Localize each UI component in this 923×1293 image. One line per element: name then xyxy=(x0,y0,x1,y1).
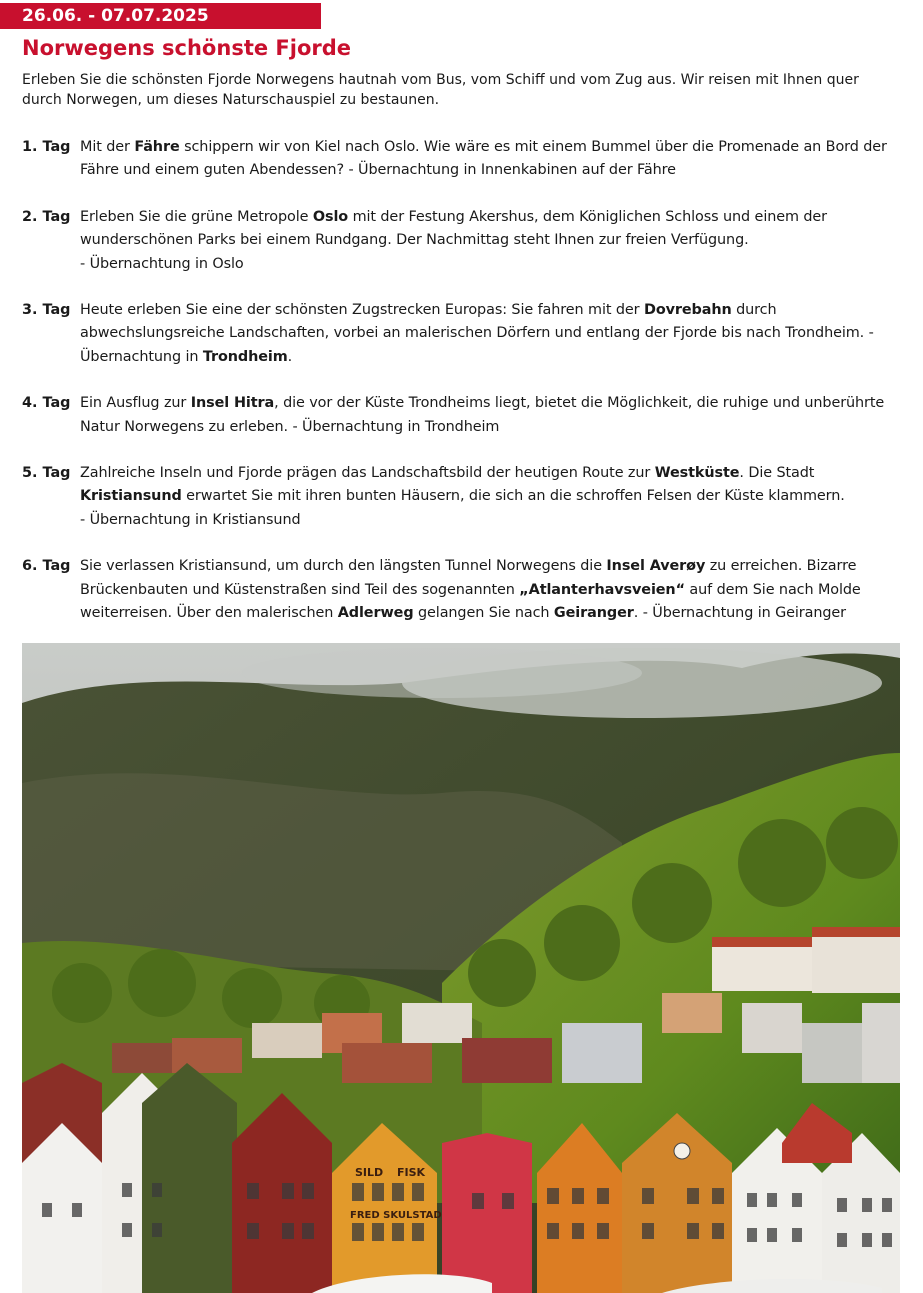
day-text: Erleben Sie die grüne Metropole xyxy=(80,208,313,225)
day-text: Sie verlassen Kristiansund, um durch den längsten Tunnel Norwegens die xyxy=(80,558,607,575)
itinerary-day xyxy=(22,136,902,183)
day-label: 6. Tag xyxy=(22,558,71,575)
day-text: , die vor der Küste Trondheims liegt, bietet die Möglichkeit, die ruhige und unberührte Natur Norwegens zu erleben. - Übernachtung in Trondheim xyxy=(80,395,885,435)
day-label: 3. Tag xyxy=(22,302,71,319)
day-text: Mit der xyxy=(80,139,135,155)
itinerary-day xyxy=(22,462,902,532)
itinerary-day xyxy=(22,392,902,439)
highlight-term: Insel Averøy xyxy=(606,558,706,575)
day-description xyxy=(80,462,902,532)
sign-fisk: FISK xyxy=(397,1166,426,1179)
highlight-term: Trondheim xyxy=(202,348,288,365)
day-text: erwartet Sie mit ihren bunten Häusern, die sich an die schroffen Felsen der Küste klammern. xyxy=(181,488,845,505)
day-text: . xyxy=(287,348,293,365)
day-text: . - Übernachtung in Geiranger xyxy=(633,605,846,622)
day-description xyxy=(80,299,902,369)
day-text: schippern wir von Kiel nach Oslo. Wie wäre es mit einem Bummel über die Promenade an Bord der Fähre und einem guten Abendessen? - Übernachtung in Innenkabinen auf der Fähre xyxy=(80,139,887,179)
day-text: . Die Stadt xyxy=(739,465,815,482)
highlight-term: Adlerweg xyxy=(337,605,414,622)
highlight-term: „Atlanterhavsveien“ xyxy=(519,581,685,598)
day-text: Zahlreiche Inseln und Fjorde prägen das Landschaftsbild der heutigen Route zur xyxy=(80,465,655,482)
day-label: 1. Tag xyxy=(22,139,71,155)
day-text: - Übernachtung in Oslo xyxy=(80,255,244,272)
day-description xyxy=(80,206,902,276)
page-title: Norwegens schönste Fjorde xyxy=(22,36,352,60)
highlight-term: Westküste xyxy=(654,465,740,482)
sign-fred-skulstad: FRED SKULSTAD xyxy=(350,1210,442,1221)
itinerary-day xyxy=(22,299,902,369)
day-label: 5. Tag xyxy=(22,465,71,482)
date-range-banner xyxy=(0,3,321,29)
date-range: 26.06. - 07.07.2025 xyxy=(22,6,209,26)
clock-icon xyxy=(674,1143,690,1159)
sign-sild: SILD xyxy=(355,1166,384,1179)
day-text: gelangen Sie nach xyxy=(413,605,554,622)
day-text: Ein Ausflug zur xyxy=(80,395,191,412)
day-text: zu erreichen. Bizarre Brückenbauten und Küstenstraßen sind Teil des sogenannten xyxy=(80,558,857,598)
day-label: 4. Tag xyxy=(22,395,71,412)
highlight-term: Insel Hitra xyxy=(190,395,275,412)
highlight-term: Kristiansund xyxy=(80,488,182,505)
highlight-term: Dovrebahn xyxy=(643,302,732,319)
bergen-harbour-photo xyxy=(22,643,900,1293)
day-text: auf dem Sie nach Molde weiterreisen. Über den malerischen xyxy=(80,581,861,622)
highlight-term: Oslo xyxy=(312,208,349,225)
bergen-photo-illustration xyxy=(22,643,900,1293)
itinerary-day xyxy=(22,555,902,625)
highlight-term: Fähre xyxy=(134,139,180,155)
day-label: 2. Tag xyxy=(22,208,71,225)
day-text: durch abwechslungsreiche Landschaften, vorbei an malerischen Dörfern und entlang der Fjorde bis nach Trondheim. - Übernachtung in xyxy=(80,302,874,365)
day-description xyxy=(80,555,902,625)
day-description xyxy=(80,136,902,183)
highlight-term: Geiranger xyxy=(553,605,634,622)
itinerary xyxy=(22,136,902,649)
day-text: Heute erleben Sie eine der schönsten Zugstrecken Europas: Sie fahren mit der xyxy=(80,302,644,319)
day-description xyxy=(80,392,902,439)
itinerary-day xyxy=(22,206,902,276)
day-text: - Übernachtung in Kristiansund xyxy=(80,511,301,528)
day-text: mit der Festung Akershus, dem Königlichen Schloss und einem der wunderschönen Parks bei einem Rundgang. Der Nachmittag steht Ihnen zur freien Verfügung. xyxy=(80,208,827,249)
intro-text: Erleben Sie die schönsten Fjorde Norwegens hautnah vom Bus, vom Schiff und vom Zug aus. Wir reisen mit Ihnen quer durch Norwegen, um dieses Naturschauspiel zu bestaunen. xyxy=(22,72,859,108)
